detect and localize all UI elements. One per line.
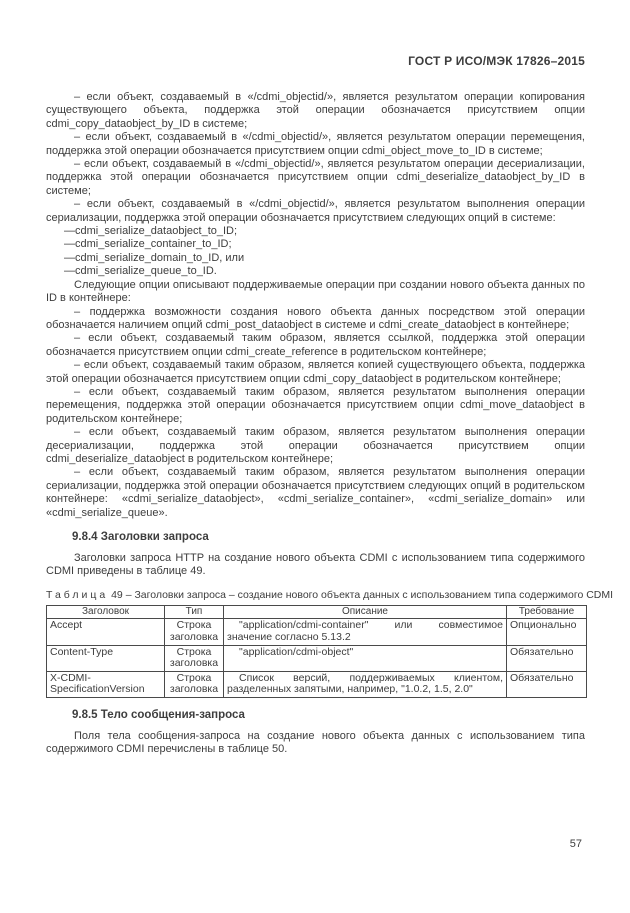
cell-type: Строка заголовка — [165, 619, 224, 645]
table-row — [47, 619, 587, 645]
column-header-header: Заголовок — [47, 605, 165, 619]
cell-header-name: X-CDMI-SpecificationVersion — [47, 671, 165, 697]
paragraph: – поддержка возможности создания нового объекта данных посредством этой операции обозначается наличием опций cdmi_post_dataobject в системе и cdmi_create_dataobject в контейнере; — [46, 305, 585, 331]
cell-requirement: Обязательно — [507, 645, 587, 671]
cell-header-name: Accept — [47, 619, 165, 645]
body-text — [46, 91, 585, 520]
paragraph: – если объект, создаваемый в «/cdmi_objectid/», является результатом выполнения операции сериализации, поддержка этой операции обозначается присутствием следующих опций в системе: — [46, 198, 585, 224]
section-heading-9-8-5: 9.8.5 Тело сообщения-запроса — [72, 708, 245, 721]
cell-header-name: Content-Type — [47, 645, 165, 671]
paragraph: – если объект, создаваемый таким образом, является копией существующего объекта, поддержка этой операции обозначается присутствием опции cdmi_copy_dataobject в родительском контейнере; — [46, 359, 585, 385]
serialize-option-item: —cdmi_serialize_domain_to_ID, или — [64, 251, 245, 264]
section-heading-9-8-4: 9.8.4 Заголовки запроса — [72, 531, 209, 543]
paragraph: – если объект, создаваемый таким образом, является результатом выполнения операции перемещения, поддержка этой операции обозначается присутствием опции cdmi_move_dataobject в родительском контейнере; — [46, 385, 585, 425]
cell-requirement: Опционально — [507, 619, 587, 645]
table-caption-text: – Заголовки запроса – создание нового объекта данных с использованием типа содержимого CDMI — [125, 588, 614, 601]
paragraph: – если объект, создаваемый в «/cdmi_objectid/», является результатом операции копирования существующего объекта, поддержка этой операции обозначается присутствием опции cdmi_copy_dataobject_by_ID в системе; — [46, 91, 585, 130]
paragraph: – если объект, создаваемый в «/cdmi_objectid/», является результатом операции десериализации, поддержка этой операции обозначается присутствием опции cdmi_deserialize_dataobject_by_ID в системе; — [46, 158, 585, 197]
serialize-option-item: —cdmi_serialize_dataobject_to_ID; — [64, 225, 238, 238]
paragraph: – если объект, создаваемый таким образом, является ссылкой, поддержка этой операции обозначается присутствием опции cdmi_create_reference в родительском контейнере; — [46, 332, 585, 358]
page-number: 57 — [569, 838, 582, 850]
cell-description: Список версий, поддерживаемых клиентом, разделенных запятыми, например, "1.0.2, 1.5, 2.0" — [224, 671, 507, 697]
section-paragraph: Поля тела сообщения-запроса на создание нового объекта данных с использованием типа содержимого CDMI перечислены в таблице 50. — [46, 729, 585, 756]
paragraph: Следующие опции описывают поддерживаемые операции при создании нового объекта данных по ID в контейнере: — [46, 278, 585, 305]
serialize-option-item: —cdmi_serialize_container_to_ID; — [64, 238, 232, 251]
serialize-option-list — [46, 225, 585, 279]
cell-description: "application/cdmi-container" или совместимое значение согласно 5.13.2 — [224, 619, 507, 645]
paragraph: – если объект, создаваемый в «/cdmi_objectid/», является результатом операции перемещения, поддержка этой операции обозначается присутствием опции cdmi_object_move_to_ID в системе; — [46, 131, 585, 157]
cell-description: "application/cdmi-object" — [224, 645, 507, 671]
table-row — [47, 671, 587, 697]
column-header-description: Описание — [224, 605, 507, 619]
running-header: ГОСТ Р ИСО/МЭК 17826–2015 — [408, 54, 585, 68]
cell-requirement: Обязательно — [507, 671, 587, 697]
table-caption-label: Таблица — [46, 588, 109, 601]
column-header-type: Тип — [165, 605, 224, 619]
table-header-row — [47, 605, 587, 619]
cell-type: Строка заголовка — [165, 645, 224, 671]
table-row — [47, 645, 587, 671]
cell-type: Строка заголовка — [165, 671, 224, 697]
table-caption-number: 49 — [111, 588, 123, 601]
section-paragraph: Заголовки запроса HTTP на создание нового объекта CDMI с использованием типа содержимого CDMI приведены в таблице 49. — [46, 552, 585, 578]
table-caption — [46, 588, 614, 601]
serialize-option-item: —cdmi_serialize_queue_to_ID. — [64, 265, 217, 278]
request-headers-table — [46, 605, 587, 698]
paragraph: – если объект, создаваемый таким образом, является результатом выполнения операции сериализации, поддержка этой операции обозначается присутствием следующих опций в родительском контейнере: «cdmi_serialize_dataobject», «cdmi_serialize_container», «cdmi_serialize_domain» или «cdmi_serialize_queue». — [46, 466, 585, 519]
paragraph: – если объект, создаваемый таким образом, является результатом выполнения операции десериализации, поддержка этой операции обозначается присутствием опции cdmi_deserialize_dataobject в родительском контейнере; — [46, 426, 585, 465]
column-header-requirement: Требование — [507, 605, 587, 619]
